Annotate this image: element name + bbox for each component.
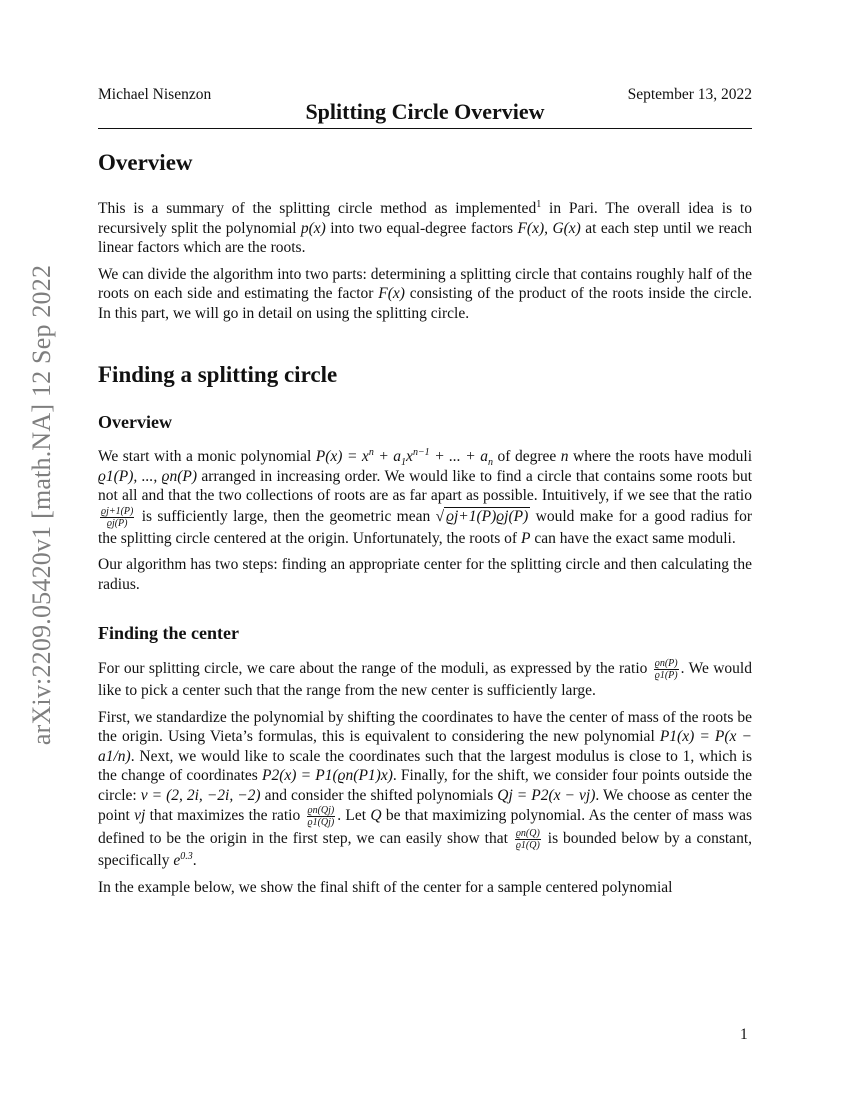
math-qj-ratio-fraction: $\frac{ϱn(Qj)}{ϱ1(Qj)}$ [307, 805, 335, 828]
math-e-power: $e^{0.3}$ [173, 850, 193, 869]
math-p: P [520, 529, 531, 547]
header-author: Michael Nisenzon [98, 86, 212, 103]
footnote-mark: 1 [536, 198, 542, 210]
arxiv-sidebar-stamp [22, 245, 62, 765]
math-monic-polynomial: $P(x) = x^n + a_1x^{n-1}$ + ... + $a_n$ [315, 446, 494, 469]
math-n: n [560, 448, 569, 465]
math-moduli: ϱ1(P), ..., ϱn(P) [98, 467, 198, 485]
math-p2x: P2(x) = P1(ϱn(P1)x) [262, 767, 393, 784]
section-heading-overview: Overview [98, 150, 193, 175]
math-p1x: P1(x) = P(x − a1/n) [98, 728, 752, 765]
math-px: p(x) [300, 219, 326, 237]
math-v: v = (2, 2i, −2i, −2) [140, 786, 261, 804]
page-title: Splitting Circle Overview [305, 99, 545, 124]
overview-paragraph-2: We can divide the algorithm into two parts: determining a splitting circle that contains roughly half of the roots on each side and estimating the factor F(x) consisting of the product of the roots inside the circle. In this part, we will go in detail on using the splitting circle. [98, 265, 752, 322]
subsection-heading-finding-center: Finding the center [98, 623, 239, 643]
math-q: Q [370, 807, 382, 825]
finding-overview-paragraph-1: We start with a monic polynomial $P(x) = x^n + a_1x^{n-1}$ + ... + $a_n$ of degree n where the roots have moduli ϱ1(P), ..., ϱn(P) arranged in increasing order. We would like to find a circle that contains some roots but not all and that the two collections of roots are as far apart as possible. Intuitively, if we see that the ratio $\frac{ϱj+1(P)}{ϱj(P)}$ is sufficiently large, then the geometric mean √ ϱj+1(P)ϱj(P) would make for a good radius for the splitting circle centered at the origin. Unfortunately, the roots of P can have the exact same moduli. [98, 446, 753, 547]
running-header [98, 86, 752, 129]
math-fx: F(x) [378, 285, 405, 302]
center-paragraph-2: First, we standardize the polynomial by shifting the coordinates to have the center of mass of the roots be the origin. Using Vieta’s formulas, this is equivalent to considering the new polynomial P1(x) = P(x − a1/n). Next, we would like to scale the coordinates such that the largest modulus is close to 1, which is the change of coordinates P2(x) = P1(ϱn(P1)x). Finally, for the shift, we consider four points outside the circle: v = (2, 2i, −2i, −2) and consider the shifted polynomials Qj = P2(x − vj). We choose as center the point vj that maximizes the ratio $\frac{ϱn(Qj)}{ϱ1(Qj)}$ . Let Q be that maximizing polynomial. As the center of mass was defined to be the origin in the first step, we can easily show that $\frac{ϱn(Q)}{ϱ1(Q)}$ is bounded below by a constant, specifically $e^{0.3}$. [98, 708, 753, 869]
subsection-heading-overview: Overview [98, 412, 172, 432]
page-number: 1 [740, 1026, 748, 1043]
main-content [98, 142, 752, 904]
arxiv-id: arXiv:2209.05420v1 [math.NA] 12 Sep 2022 [27, 264, 56, 746]
math-q-ratio-fraction: $\frac{ϱn(Q)}{ϱ1(Q)}$ [515, 828, 540, 851]
math-moduli-range-fraction: $\frac{ϱn(P)}{ϱ1(P)}$ [654, 658, 678, 681]
sqrt-icon: √ [435, 507, 445, 525]
overview-paragraph-1: This is a summary of the splitting circle method as implemented$^1$ in Pari. The overall idea is to recursively split the polynomial p(x) into two equal-degree factors F(x), G(x) at each step until we reach linear factors which are the roots. [98, 198, 752, 256]
math-vj: vj [134, 807, 146, 825]
math-qj: Qj = P2(x − vj) [497, 786, 596, 804]
math-fg: F(x), G(x) [517, 219, 581, 237]
finding-overview-paragraph-2: Our algorithm has two steps: finding an appropriate center for the splitting circle and then calculating the radius. [98, 556, 752, 593]
math-geometric-mean: √ ϱj+1(P)ϱj(P) [435, 507, 529, 525]
section-heading-finding-splitting-circle: Finding a splitting circle [98, 362, 338, 387]
center-paragraph-3: In the example below, we show the final shift of the center for a sample centered polynomial [98, 878, 673, 896]
center-paragraph-1: For our splitting circle, we care about the range of the moduli, as expressed by the ratio $\frac{ϱn(P)}{ϱ1(P)}$ . We would like to pick a center such that the range from the new center is sufficiently large. [98, 658, 752, 699]
math-ratio-fraction: $\frac{ϱj+1(P)}{ϱj(P)}$ [101, 505, 134, 529]
header-date: September 13, 2022 [627, 86, 752, 103]
